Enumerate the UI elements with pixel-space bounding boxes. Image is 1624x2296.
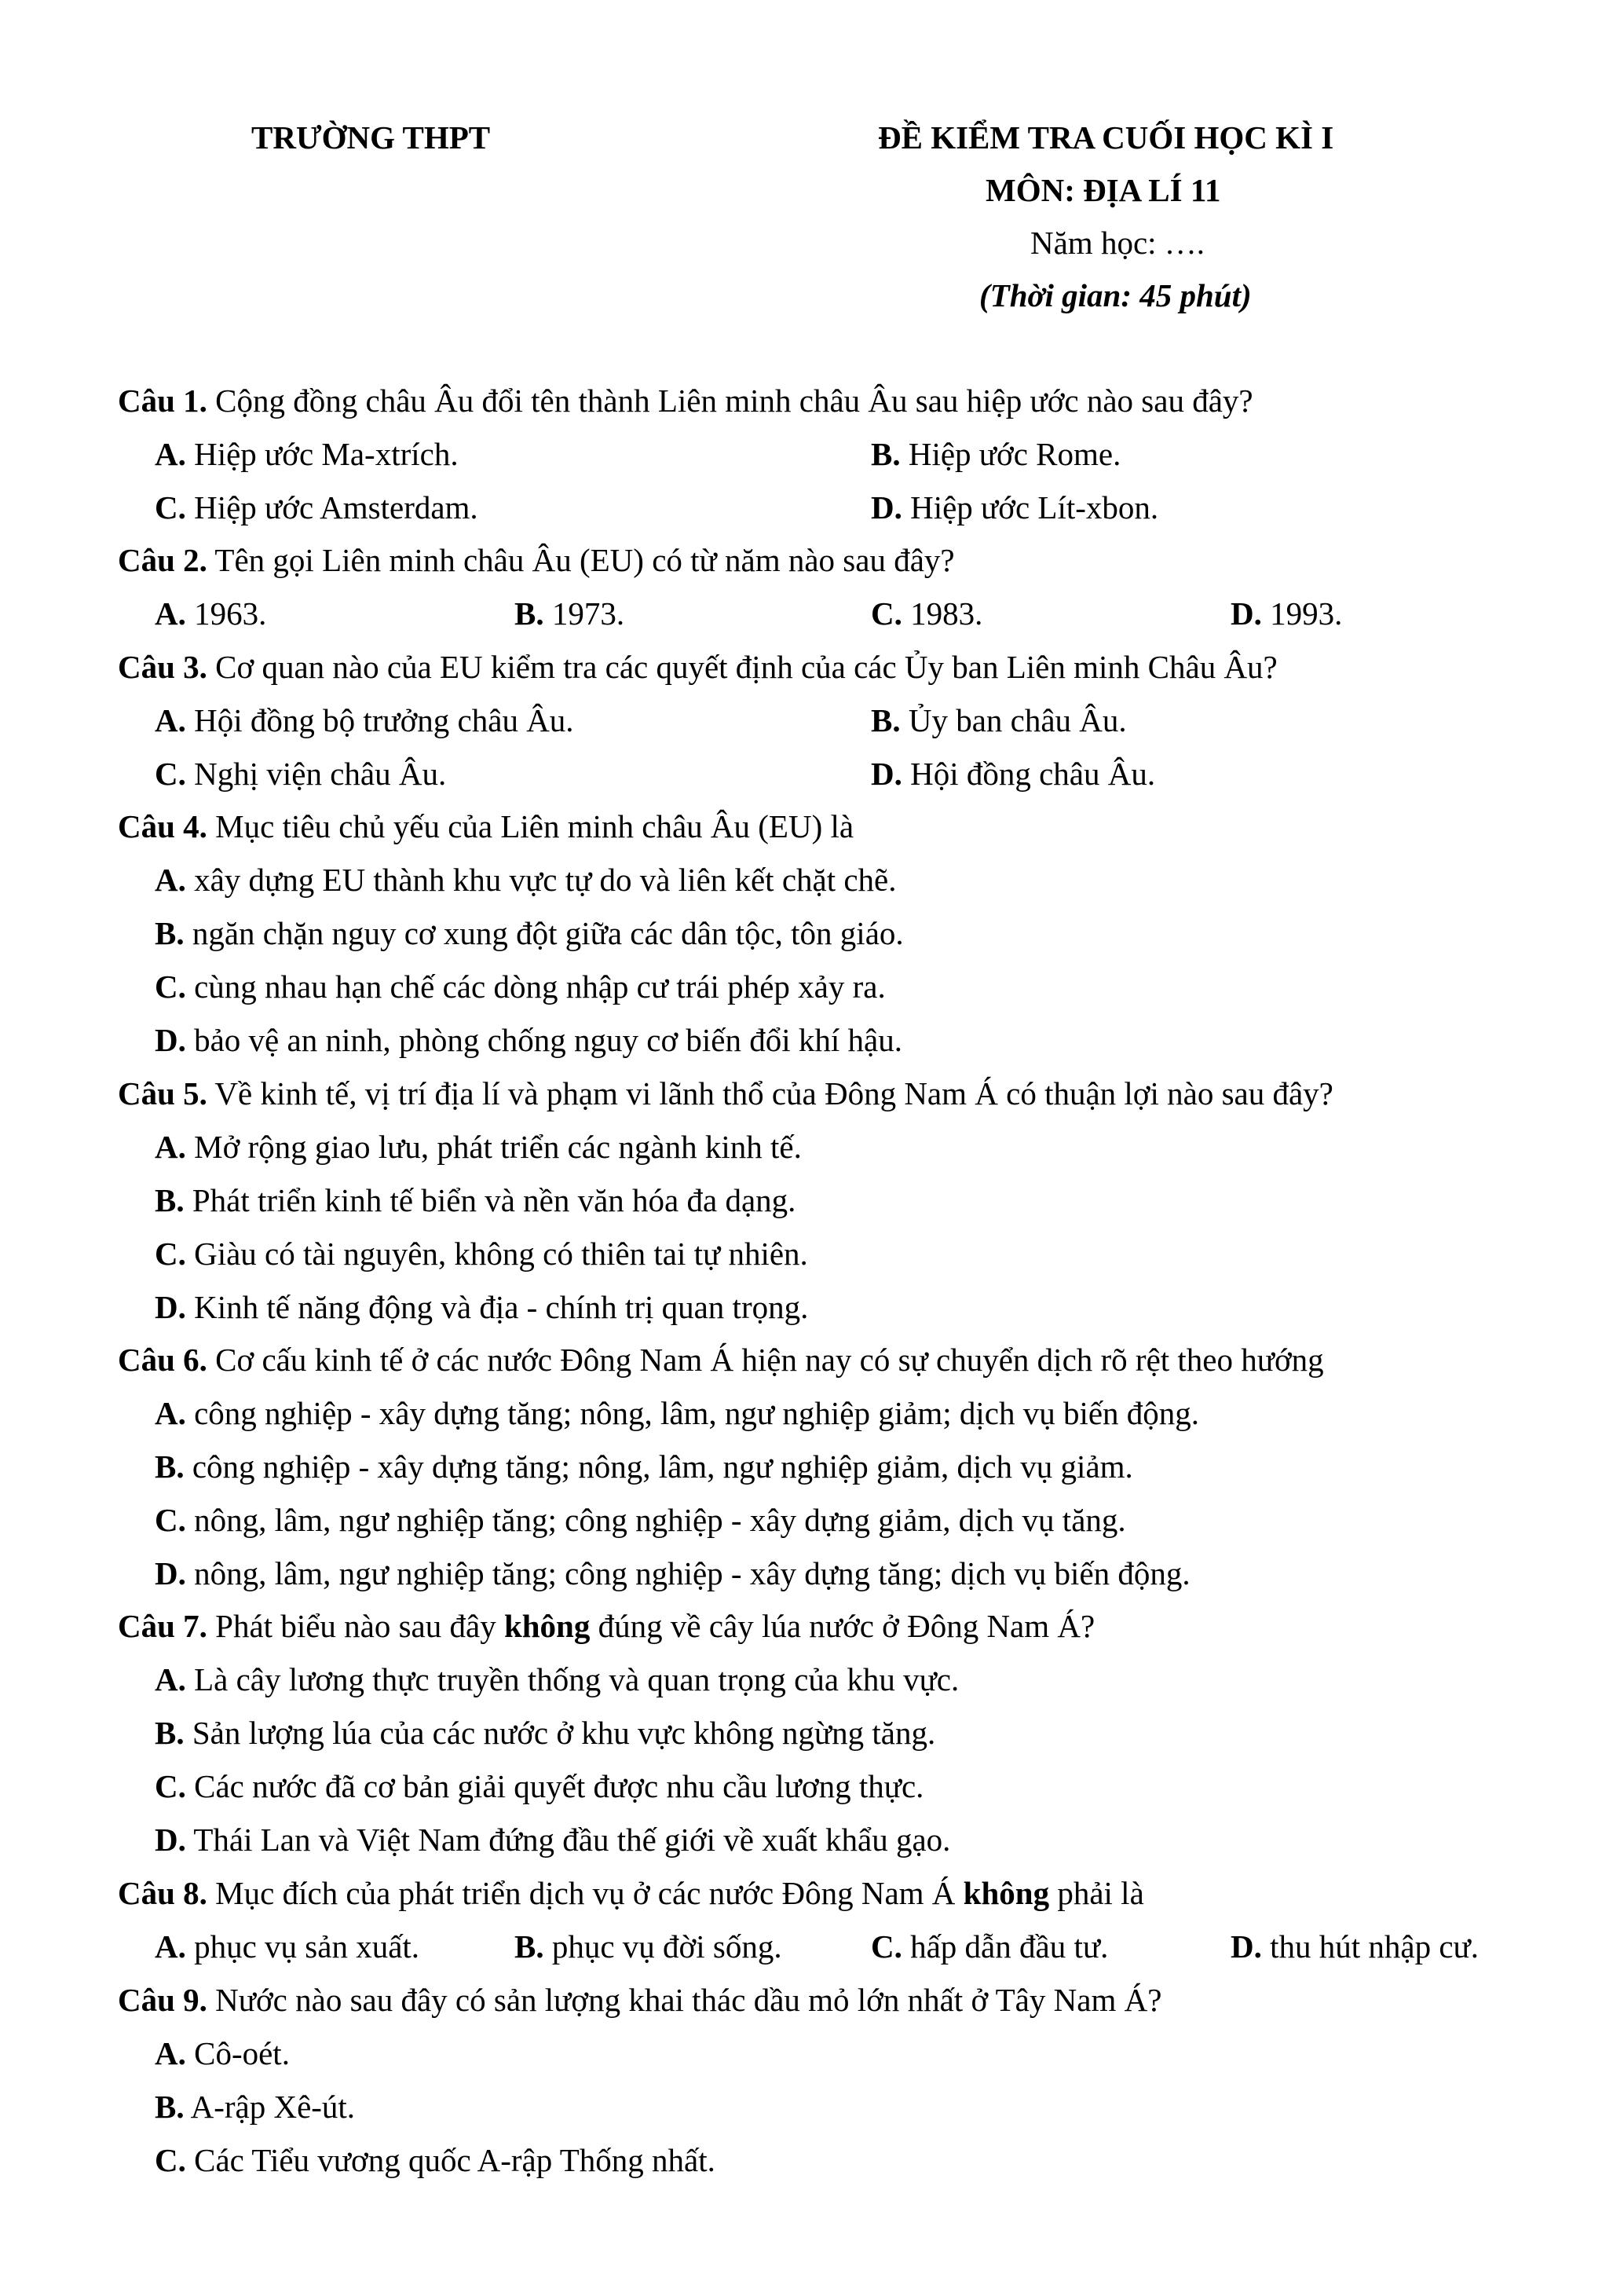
option-b — [871, 438, 1121, 471]
option-label: C. — [871, 595, 902, 632]
option-a — [155, 2035, 290, 2071]
option-text: thu hút nhập cư. — [1261, 1928, 1480, 1965]
option-label: D. — [871, 756, 902, 792]
option-text: 1973. — [543, 595, 625, 632]
option-label: C. — [155, 2142, 186, 2178]
option-b — [155, 1448, 1133, 1485]
option-c — [871, 1928, 1109, 1965]
option-text: Ủy ban châu Âu. — [900, 702, 1127, 738]
option-text: A-rập Xê-út. — [184, 2089, 356, 2125]
option-text: Kinh tế năng động và địa - chính trị quan trọng. — [185, 1289, 809, 1325]
option-c — [155, 489, 478, 525]
option-d — [1231, 595, 1343, 632]
option-text: Phát triển kinh tế biển và nền văn hóa đa dạng. — [184, 1182, 796, 1218]
option-label: D. — [1231, 595, 1262, 632]
option-text: Là cây lương thực truyền thống và quan trọng của khu vực. — [185, 1661, 960, 1697]
question-label: Câu 1. — [118, 383, 207, 419]
question-label: Câu 8. — [118, 1875, 207, 1911]
option-text: Giàu có tài nguyên, không có thiên tai tự nhiên. — [185, 1236, 808, 1272]
option-c — [155, 1504, 1126, 1536]
option-label: A. — [155, 702, 186, 738]
option-text: Các nước đã cơ bản giải quyết được nhu cầu lương thực. — [185, 1768, 924, 1804]
option-b — [155, 1182, 796, 1218]
question-9 — [118, 1984, 1161, 2016]
question-8 — [118, 1877, 1144, 1910]
question-text-after: đúng về cây lúa nước ở Đông Nam Á? — [590, 1608, 1095, 1644]
option-label: C. — [155, 756, 186, 792]
question-label: Câu 3. — [118, 649, 207, 685]
option-d — [155, 1555, 1191, 1591]
option-text: Hiệp ước Lít-xbon. — [902, 489, 1159, 525]
option-label: D. — [1231, 1928, 1262, 1965]
option-label: C. — [155, 969, 186, 1005]
option-d — [155, 1291, 808, 1324]
option-label: A. — [155, 1928, 186, 1965]
question-text: Tên gọi Liên minh châu Âu (EU) có từ năm nào sau đây? — [207, 542, 955, 578]
option-label: D. — [155, 1289, 186, 1325]
option-d — [155, 1024, 902, 1056]
option-d — [871, 489, 1159, 525]
option-label: B. — [155, 2089, 185, 2125]
option-text: hấp dẫn đầu tư. — [902, 1928, 1109, 1965]
option-label: A. — [155, 1661, 186, 1697]
option-text: ngăn chặn nguy cơ xung đột giữa các dân tộc, tôn giáo. — [184, 915, 904, 951]
option-a — [155, 1928, 420, 1965]
option-b — [871, 702, 1127, 738]
option-text: Hiệp ước Amsterdam. — [185, 489, 478, 525]
option-b — [514, 1928, 782, 1965]
exam-duration: (Thời gian: 45 phút) — [979, 277, 1252, 313]
option-text: Hội đồng châu Âu. — [902, 756, 1156, 792]
question-6 — [118, 1344, 1324, 1376]
option-label: B. — [514, 1928, 544, 1965]
question-3 — [118, 651, 1278, 683]
option-label: D. — [871, 489, 902, 525]
option-text: cùng nhau hạn chế các dòng nhập cư trái phép xảy ra. — [185, 969, 886, 1005]
option-label: C. — [871, 1928, 902, 1965]
option-text: Mở rộng giao lưu, phát triển các ngành kinh tế. — [185, 1129, 802, 1165]
question-text-after: phải là — [1049, 1875, 1144, 1911]
option-label: B. — [155, 1448, 185, 1485]
option-label: B. — [871, 702, 901, 738]
option-a — [155, 595, 267, 632]
school-year: Năm học: …. — [1030, 225, 1205, 261]
question-text: Về kinh tế, vị trí địa lí và phạm vi lãnh thổ của Đông Nam Á có thuận lợi nào sau đây? — [207, 1075, 1333, 1111]
option-text: Nghị viện châu Âu. — [185, 756, 447, 792]
question-1 — [118, 385, 1253, 417]
option-text: Cô-oét. — [185, 2035, 290, 2071]
option-text: Hiệp ước Ma-xtrích. — [185, 436, 459, 472]
question-4 — [118, 808, 854, 844]
option-a — [155, 1131, 802, 1163]
option-a — [155, 864, 897, 896]
option-text: Hội đồng bộ trưởng châu Âu. — [185, 702, 574, 738]
option-label: A. — [155, 2035, 186, 2071]
question-text: Cơ quan nào của EU kiểm tra các quyết định của các Ủy ban Liên minh Châu Âu? — [207, 649, 1278, 685]
option-text: phục vụ đời sống. — [543, 1928, 782, 1965]
question-text: Nước nào sau đây có sản lượng khai thác dầu mỏ lớn nhất ở Tây Nam Á? — [207, 1982, 1162, 2018]
option-label: C. — [155, 1768, 186, 1804]
question-text: Mục đích của phát triển dịch vụ ở các nước Đông Nam Á — [207, 1875, 964, 1911]
option-text: Hiệp ước Rome. — [900, 436, 1121, 472]
question-label: Câu 5. — [118, 1075, 207, 1111]
question-text: Mục tiêu chủ yếu của Liên minh châu Âu (EU) là — [207, 808, 854, 844]
option-text: Các Tiểu vương quốc A-rập Thống nhất. — [185, 2142, 715, 2178]
question-text: Cơ cấu kinh tế ở các nước Đông Nam Á hiện nay có sự chuyển dịch rõ rệt theo hướng — [207, 1342, 1324, 1378]
option-label: C. — [155, 1502, 186, 1538]
option-label: A. — [155, 595, 186, 632]
option-label: B. — [155, 1715, 185, 1751]
option-d — [155, 1824, 950, 1856]
school-name: TRƯỜNG THPT — [251, 119, 491, 156]
option-text: bảo vệ an ninh, phòng chống nguy cơ biến đổi khí hậu. — [185, 1022, 902, 1058]
option-label: A. — [155, 1129, 186, 1165]
option-b — [155, 1717, 935, 1749]
option-label: D. — [155, 1022, 186, 1058]
option-text: nông, lâm, ngư nghiệp tăng; công nghiệp - xây dựng giảm, dịch vụ tăng. — [185, 1502, 1126, 1538]
question-label: Câu 7. — [118, 1608, 207, 1644]
exam-title: ĐỀ KIỂM TRA CUỐI HỌC KÌ I — [878, 119, 1334, 156]
question-text: Phát biểu nào sau đây — [207, 1608, 504, 1644]
option-label: C. — [155, 1236, 186, 1272]
question-label: Câu 6. — [118, 1342, 207, 1378]
option-c — [155, 2144, 715, 2177]
option-b — [155, 2091, 355, 2123]
option-text: 1963. — [185, 595, 267, 632]
option-c — [155, 971, 886, 1003]
option-a — [155, 702, 574, 738]
question-emphasis: không — [963, 1875, 1050, 1911]
option-label: A. — [155, 1395, 186, 1431]
question-label: Câu 9. — [118, 1982, 207, 2018]
option-c — [155, 758, 446, 790]
option-c — [871, 595, 983, 632]
question-text: Cộng đồng châu Âu đổi tên thành Liên minh châu Âu sau hiệp ước nào sau đây? — [207, 383, 1253, 419]
question-7 — [118, 1610, 1095, 1642]
subject-line: MÔN: ĐỊA LÍ 11 — [986, 172, 1221, 208]
option-text: nông, lâm, ngư nghiệp tăng; công nghiệp - xây dựng tăng; dịch vụ biến động. — [185, 1555, 1191, 1591]
option-a — [155, 1661, 960, 1697]
question-label: Câu 4. — [118, 808, 207, 844]
option-text: phục vụ sản xuất. — [185, 1928, 420, 1965]
option-d — [1231, 1928, 1480, 1965]
option-a — [155, 1397, 1199, 1430]
option-label: B. — [155, 915, 185, 951]
option-c — [155, 1238, 808, 1270]
option-text: công nghiệp - xây dựng tăng; nông, lâm, ngư nghiệp giảm, dịch vụ giảm. — [184, 1448, 1133, 1485]
option-label: B. — [155, 1182, 185, 1218]
option-a — [155, 438, 459, 471]
option-label: C. — [155, 489, 186, 525]
option-b — [514, 595, 625, 632]
option-text: 1993. — [1261, 595, 1343, 632]
option-text: Sản lượng lúa của các nước ở khu vực không ngừng tăng. — [184, 1715, 936, 1751]
option-text: công nghiệp - xây dựng tăng; nông, lâm, ngư nghiệp giảm; dịch vụ biến động. — [185, 1395, 1200, 1431]
option-label: B. — [514, 595, 544, 632]
option-text: xây dựng EU thành khu vực tự do và liên kết chặt chẽ. — [185, 862, 897, 898]
option-label: D. — [155, 1555, 186, 1591]
option-label: B. — [871, 436, 901, 472]
option-text: 1983. — [902, 595, 983, 632]
option-b — [155, 917, 904, 950]
option-label: A. — [155, 862, 186, 898]
question-5 — [118, 1075, 1333, 1111]
option-text: Thái Lan và Việt Nam đứng đầu thế giới về xuất khẩu gạo. — [185, 1822, 951, 1858]
option-label: A. — [155, 436, 186, 472]
question-2 — [118, 544, 955, 577]
option-c — [155, 1768, 924, 1804]
question-label: Câu 2. — [118, 542, 207, 578]
option-d — [871, 758, 1155, 790]
question-emphasis: không — [503, 1608, 591, 1644]
option-label: D. — [155, 1822, 186, 1858]
